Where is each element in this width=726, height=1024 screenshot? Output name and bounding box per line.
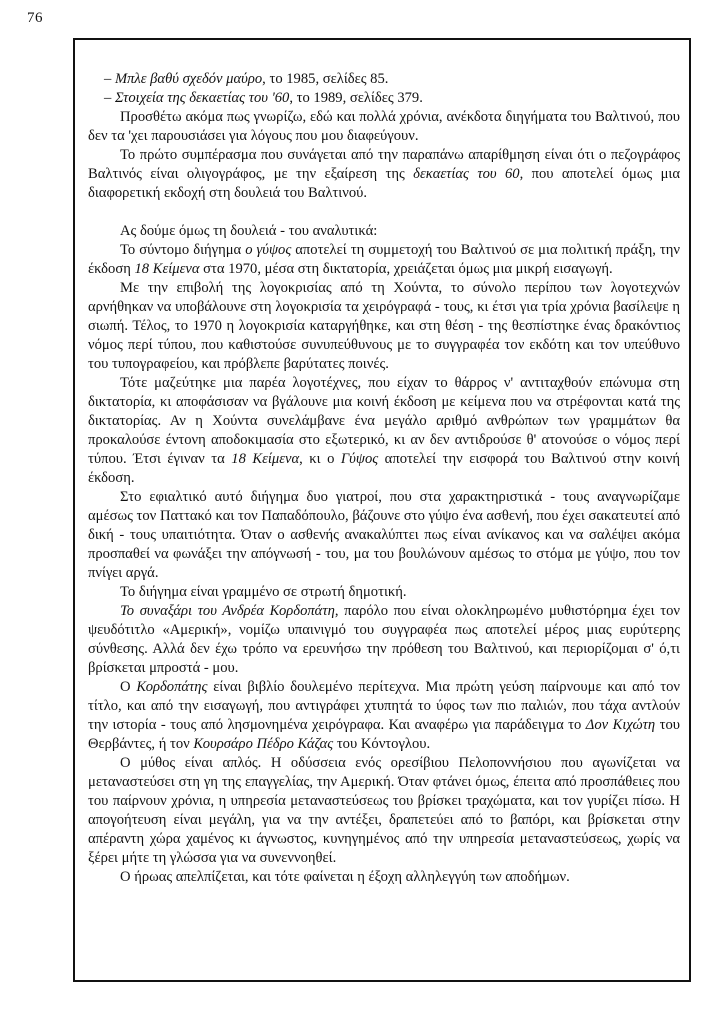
text-run: Στο εφιαλτικό αυτό διήγημα δυο γιατροί, που στα χαρακτηριστικά - τους αναγνωρίζαμε αμέσως τον Παττακό και τον Παπαδόπουλο, βάζουνε στο γύψο ένα ασθενή, που έχει σακατευτεί από δική - τους υπαιτιότητα. Όταν ο ασθενής ανακαλύπτει πως είναι ανίκανος και να σαλέψει ακόμα προσπαθεί να φωνάξει την απόγνωσή - του, μα του βουλώνουν αμέσως το στόμα με γύψο, που τον πνίγει αργά. — [88, 489, 680, 581]
paragraph — [88, 89, 680, 108]
text-run: Το σύντομο διήγημα — [120, 242, 246, 258]
body-text — [88, 70, 680, 887]
text-run: αποτελεί την εισφορά του Βαλτινού στην κοινή έκδοση. — [88, 451, 680, 486]
text-run: Ο ήρωας απελπίζεται, και τότε φαίνεται η έξοχη αλληλεγγύη των αποδήμων. — [120, 869, 570, 885]
italic-text: Κουρσάρο Πέδρο Κάζας — [193, 736, 334, 752]
paragraph — [88, 868, 680, 887]
text-run: Ο — [120, 679, 137, 695]
text-run: , που αποτελεί όμως μια διαφορετική εκδοχή στη δουλειά του Βαλτινού. — [88, 166, 680, 201]
italic-text: δεκαετίας του 60 — [413, 166, 520, 182]
italic-text: Μπλε βαθύ σχεδόν μαύρο — [114, 71, 263, 87]
text-run: Το πρώτο συμπέρασμα που συνάγεται από την παραπάνω απαρίθμηση είναι ότι ο πεζογράφος Βαλτινός είναι ολιγογράφος, με την εξαίρεση της — [88, 147, 680, 182]
text-run: Τότε μαζεύτηκε μια παρέα λογοτέχνες, που είχαν το θάρρος ν' αντιταχθούν επώνυμα στη δικτατορία, κι αποφάσισαν να βγάλουνε μια κοινή έκδοση με κείμενα που να στρέφονται κατά της δικτατορίας. Αν η Χούντα συνελάμβανε ένα μεγάλο αριθμό ανθρώπων των γραμμάτων θα προκαλούσε έντονη αποδοκιμασία στο εξωτερικό, κι αν δεν αντιδρούσε θ' ατονούσε ο νόμος περί τύπου. Έτσι έγιναν τα — [88, 375, 680, 467]
text-run: , κι ο — [299, 451, 341, 467]
text-run: αποτελεί τη συμμετοχή του Βαλτινού σε μια πολιτική πράξη, την έκδοση — [88, 242, 680, 277]
paragraph — [88, 374, 680, 488]
paragraph — [88, 488, 680, 583]
text-run: είναι βιβλίο δουλεμένο περίτεχνα. Μια πρώτη γεύση παίρνουμε και από τον τίτλο, και από την εισαγωγή, που αντιγράφει χτυπητά το ύφος των πιο παλιών, που τάχα αντλούν την ιστορία - τους από λησμονημένα χειρόγραφα. Και αναφέρω για παράδειγμα το — [88, 679, 680, 733]
italic-text: Το συναξάρι του Ανδρέα Κορδοπάτη — [120, 603, 335, 619]
text-run: Προσθέτω ακόμα πως γνωρίζω, εδώ και πολλά χρόνια, ανέκδοτα διηγήματα του Βαλτινού, που δεν τα 'χει παρουσιάσει για λόγους που μου διαφεύγουν. — [88, 109, 680, 144]
paragraph — [88, 146, 680, 203]
text-run: – — [104, 71, 115, 87]
text-run: Ο μύθος είναι απλός. Η οδύσσεια ενός ορεσίβιου Πελοποννήσιου που αγωνίζεται να μεταναστεύσει στη γη της επαγγελίας, την Αμερική. Όταν φτάνει όμως, έπειτα από προσπάθειες που του παίρνουν χρόνια, η υπηρεσία μεταναστεύσεως του βρίσκει τραχώματα, και τον γυρίζει πίσω. Η απογοήτευση είναι μεγάλη, για να την αντέξει, δραπετεύει από το βαπόρι, και βρίσκεται στην απέραντη χώρα χαμένος κι άγνωστος, κυνηγημένος από την υπηρεσία μεταναστεύσεως, χωρίς να ξέρει μήτε τη γλώσσα για να συνεννοηθεί. — [88, 755, 680, 866]
paragraph — [88, 222, 680, 241]
italic-text: Δον Κιχώτη — [585, 717, 656, 733]
text-run: , παρόλο που είναι ολοκληρωμένο μυθιστόρημα έχει τον ψευδότιτλο «Αμερική», νομίζω υπαινιγμό του συγγραφέα πως αποτελεί μέρος μιας ευρύτερης σύνθεσης. Αλλά δεν έχω τρόπο να ερευνήσω την πρόθεση του Βαλτινού, και περιορίζομαι σ' ό,τι βρίσκεται μπροστά - μου. — [88, 603, 680, 676]
italic-text: Στοιχεία της δεκαετίας του '60 — [114, 90, 290, 106]
paragraph — [88, 678, 680, 754]
paragraph — [88, 70, 680, 89]
italic-text: ο γύψος — [245, 242, 292, 258]
text-run: του Θερβάντες, ή τον — [88, 717, 680, 752]
paragraph — [88, 241, 680, 279]
italic-text: Γύψος — [340, 451, 379, 467]
paragraph — [88, 583, 680, 602]
italic-text: Κορδοπάτης — [136, 679, 208, 695]
paragraph — [88, 108, 680, 146]
text-run: , το 1985, σελίδες 85. — [262, 71, 389, 87]
italic-text: 18 Κείμενα — [231, 451, 300, 467]
text-run: – — [104, 90, 115, 106]
paragraph — [88, 754, 680, 868]
page-number: 76 — [27, 10, 43, 26]
text-run: , το 1989, σελίδες 379. — [289, 90, 423, 106]
text-run: Ας δούμε όμως τη δουλειά - του αναλυτικά: — [120, 223, 378, 239]
italic-text: 18 Κείμενα — [134, 261, 200, 277]
paragraph — [88, 602, 680, 678]
text-run: Το διήγημα είναι γραμμένο σε στρωτή δημοτική. — [120, 584, 407, 600]
text-run: του Κόντογλου. — [333, 736, 431, 752]
text-run: Με την επιβολή της λογοκρισίας από τη Χούντα, το σύνολο περίπου των λογοτεχνών αρνήθηκαν να υποβάλουνε στη λογοκρισία τα χειρόγραφά - τους, κι έτσι για τρία χρόνια βασίλεψε η σιωπή. Τέλος, το 1970 η λογοκρισία καταργήθηκε, και στη θέση - της θεσπίστηκε ένας δρακόντιος νόμος περί τύπου, που καθιστούσε συνυπεύθυνους με το συγγραφέα τον εκδότη και τον υπεύθυνο του τυπογραφείου, και πρόβλεπε βαρύτατες ποινές. — [88, 280, 680, 372]
text-run: στα 1970, μέσα στη δικτατορία, χρειάζεται όμως μια μικρή εισαγωγή. — [199, 261, 613, 277]
paragraph — [88, 279, 680, 374]
